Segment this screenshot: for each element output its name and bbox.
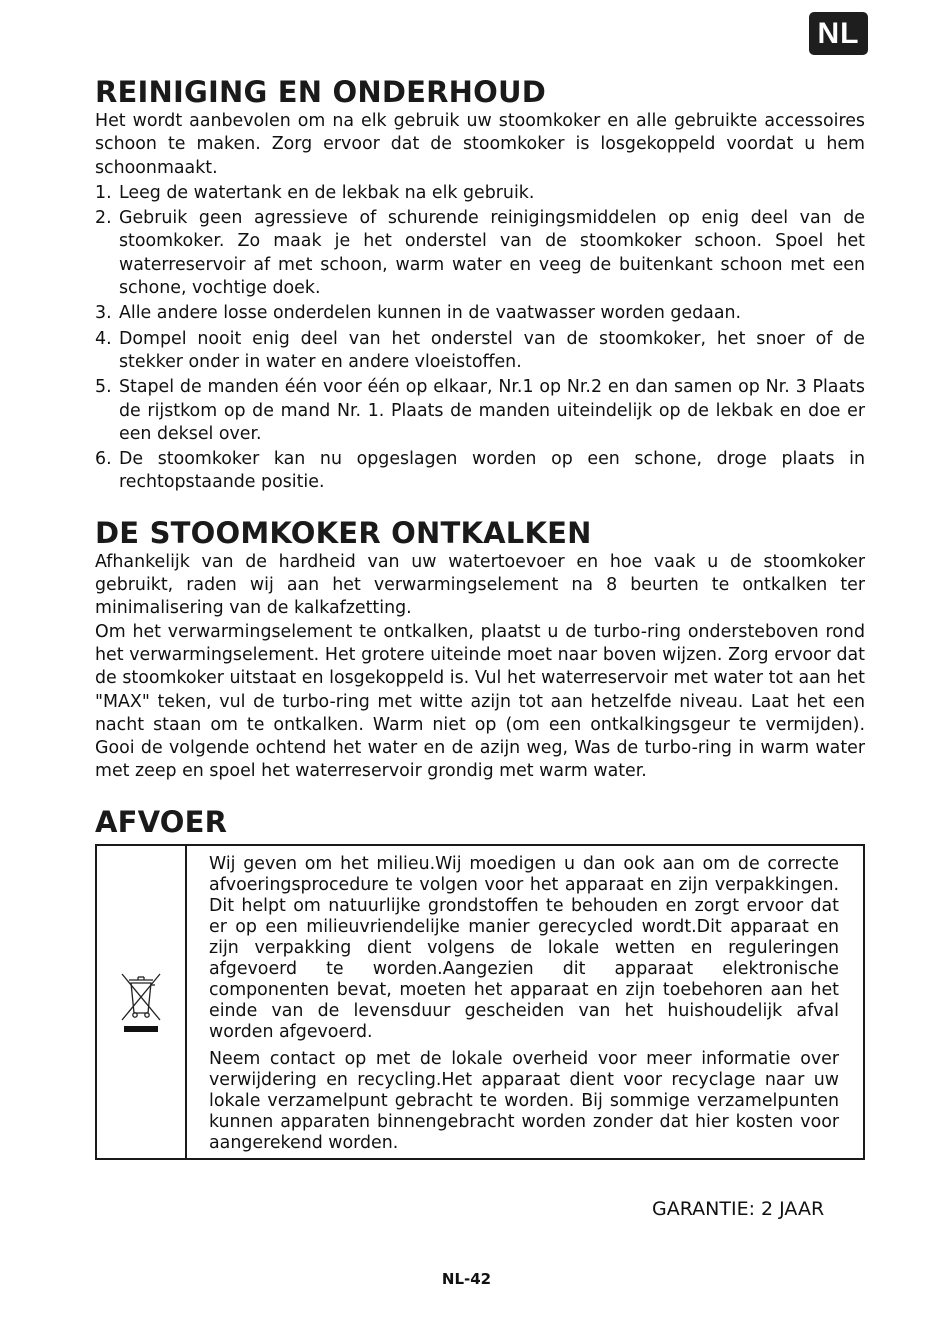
list-item: [95, 448, 865, 495]
list-item-text: De stoomkoker kan nu opgeslagen worden op een schone, droge plaats in rechtopstaande positie.: [119, 449, 865, 493]
page-number: NL-42: [441, 1270, 492, 1288]
list-item-text: Alle andere losse onderdelen kunnen in de vaatwasser worden gedaan.: [119, 303, 742, 324]
list-item: [95, 302, 865, 325]
list-item-number: 1.: [95, 182, 112, 203]
list-item-number: 5.: [95, 377, 112, 398]
disposal-paragraph-2: Neem contact op met de lokale overheid voor meer informatie over verwijdering en recycling.Het apparaat dient voor recyclage naar uw lokale verzamelpunt gebracht te worden. Bij sommige verzamelpunten kunnen apparaten binnengebracht worden zonder dat hier kosten voor aangerekend worden.: [209, 1048, 839, 1153]
section-disposal: [95, 804, 865, 1160]
list-item: [95, 328, 865, 375]
language-badge: NL: [809, 12, 868, 55]
crossed-out-wheelie-bin-icon: [119, 971, 163, 1033]
section-descaling: [95, 515, 865, 784]
list-item: [95, 182, 865, 205]
list-item-text: Gebruik geen agressieve of schurende reinigingsmiddelen op enig deel van de stoomkoker. Zo maak je het onderstel van de stoomkoker schoon. Spoel het waterreservoir af met schoon, warm water en veeg de buitenkant schoon met een schone, vochtige doek.: [119, 208, 865, 299]
cleaning-steps: [95, 182, 865, 495]
section-title-cleaning: REINIGING EN ONDERHOUD: [95, 75, 547, 109]
disposal-paragraph-1: Wij geven om het milieu.Wij moedigen u dan ook aan om de correcte afvoeringsprocedure te volgen voor het apparaat en zijn verpakkingen. Dit helpt om natuurlijke grondstoffen te behouden en zorgt ervoor dat er op een milieuvriendelijke manier gerecycled wordt.Dit apparaat en zijn verpakking dient volgens de lokale wetten en reguleringen afgevoerd te worden.Aangezien dit apparaat elektronische componenten bevat, moeten het apparaat en zijn toebehoren aan het einde van de levensduur gescheiden van het huishoudelijk afval worden afgevoerd.: [209, 853, 839, 1042]
disposal-text: [187, 846, 863, 1158]
section-title-descaling: DE STOOMKOKER ONTKALKEN: [95, 515, 592, 550]
section-title-disposal: AFVOER: [95, 804, 228, 839]
list-item-number: 2.: [95, 208, 112, 229]
list-item-number: 6.: [95, 449, 112, 470]
list-item: [95, 376, 865, 446]
weee-symbol-cell: [97, 846, 187, 1158]
list-item: [95, 207, 865, 300]
guarantee-label: GARANTIE: 2 JAAR: [652, 1198, 825, 1220]
list-item-text: Stapel de manden één voor één op elkaar, Nr.1 op Nr.2 en dan samen op Nr. 3 Plaats de rijstkom op de mand Nr. 1. Plaats de manden uiteindelijk op de lekbak en doe er een deksel over.: [119, 377, 865, 444]
disposal-box: [95, 844, 865, 1160]
descaling-paragraph-1: Afhankelijk van de hardheid van uw watertoevoer en hoe vaak u de stoomkoker gebruikt, raden wij aan het verwarmingselement na 8 beurten te ontkalken ter minimalisering van de kalkafzetting.: [95, 551, 865, 619]
list-item-text: Leeg de watertank en de lekbak na elk gebruik.: [119, 182, 535, 203]
page-content: [95, 74, 865, 1160]
cleaning-intro: Het wordt aanbevolen om na elk gebruik uw stoomkoker en alle gebruikte accessoires schoon te maken. Zorg ervoor dat de stoomkoker is losgekoppeld voordat u hem schoonmaakt.: [95, 111, 865, 178]
section-cleaning: [95, 74, 865, 495]
list-item-text: Dompel nooit enig deel van het onderstel van de stoomkoker, het snoer of de stekker onder in water en andere vloeistoffen.: [119, 328, 865, 372]
list-item-number: 4.: [95, 328, 112, 349]
descaling-paragraph-2: Om het verwarmingselement te ontkalken, plaatst u de turbo-ring ondersteboven rond het verwarmingselement. Het grotere uiteinde moet naar boven wijzen. Zorg ervoor dat de stoomkoker uitstaat en losgekoppeld is. Vul het waterreservoir met water tot aan het "MAX" teken, vul de turbo-ring met witte azijn tot aan hetzelfde niveau. Laat het een nacht staan om te ontkalken. Warm niet op (om een ontkalkingsgeur te vermijden). Gooi de volgende ochtend het water en de azijn weg, Was de turbo-ring in warm water met zeep en spoel het waterreservoir grondig met warm water.: [95, 621, 865, 782]
list-item-number: 3.: [95, 303, 112, 324]
